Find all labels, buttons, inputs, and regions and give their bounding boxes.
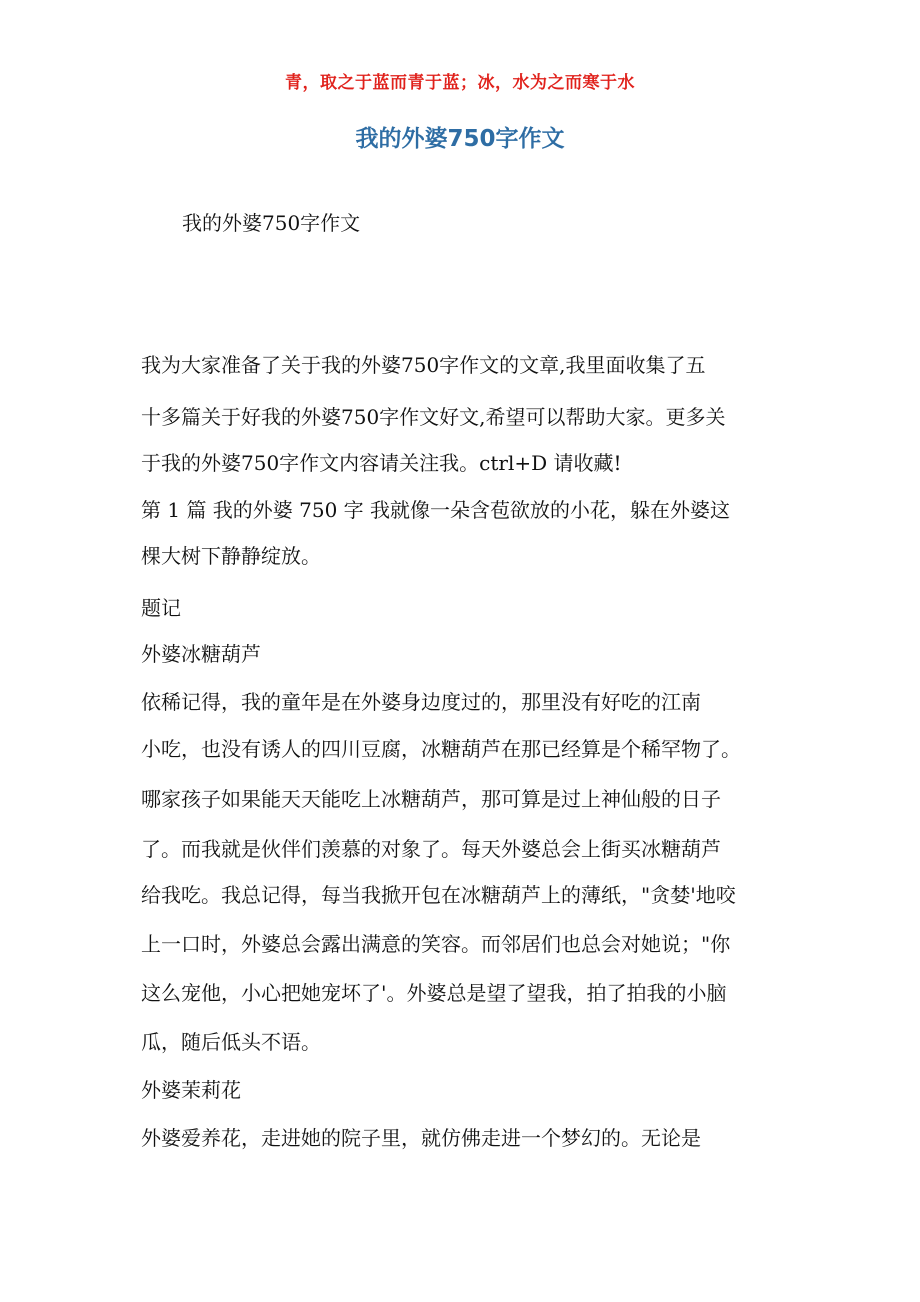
paragraph-line: 外婆冰糖葫芦 bbox=[141, 642, 261, 666]
paragraph-line: 第 1 篇 我的外婆 750 字 我就像一朵含苞欲放的小花，躲在外婆这 bbox=[141, 498, 731, 522]
paragraph-line: 外婆爱养花，走进她的院子里，就仿佛走进一个梦幻的。无论是 bbox=[141, 1126, 701, 1150]
paragraph-line: 小吃，也没有诱人的四川豆腐，冰糖葫芦在那已经算是个稀罕物了。 bbox=[141, 737, 741, 761]
paragraph-line: 给我吃。我总记得，每当我掀开包在冰糖葫芦上的薄纸，"贪婪'地咬 bbox=[141, 883, 736, 907]
paragraph-line: 外婆茉莉花 bbox=[141, 1078, 241, 1102]
paragraph-line: 哪家孩子如果能天天能吃上冰糖葫芦，那可算是过上神仙般的日子 bbox=[141, 787, 721, 811]
article-subtitle: 我的外婆750字作文 bbox=[182, 211, 361, 235]
paragraph-line: 我为大家准备了关于我的外婆750字作文的文章,我里面收集了五 bbox=[141, 353, 706, 377]
paragraph-line: 依稀记得，我的童年是在外婆身边度过的，那里没有好吃的江南 bbox=[141, 690, 701, 714]
paragraph-line: 上一口时，外婆总会露出满意的笑容。而邻居们也总会对她说；"你 bbox=[141, 932, 731, 956]
paragraph-line: 这么宠他，小心把她宠坏了'。外婆总是望了望我，拍了拍我的小脑 bbox=[141, 981, 727, 1005]
paragraph-line: 题记 bbox=[141, 596, 181, 620]
page-title: 我的外婆750字作文 bbox=[355, 126, 565, 152]
paragraph-line: 于我的外婆750字作文内容请关注我。ctrl+D 请收藏! bbox=[141, 451, 622, 475]
paragraph-line: 了。而我就是伙伴们羡慕的对象了。每天外婆总会上街买冰糖葫芦 bbox=[141, 837, 721, 861]
paragraph-line: 瓜，随后低头不语。 bbox=[141, 1030, 321, 1054]
paragraph-line: 十多篇关于好我的外婆750字作文好文,希望可以帮助大家。更多关 bbox=[141, 405, 726, 429]
header-motto: 青，取之于蓝而青于蓝；冰，水为之而寒于水 bbox=[285, 73, 635, 93]
paragraph-line: 棵大树下静静绽放。 bbox=[141, 544, 321, 568]
